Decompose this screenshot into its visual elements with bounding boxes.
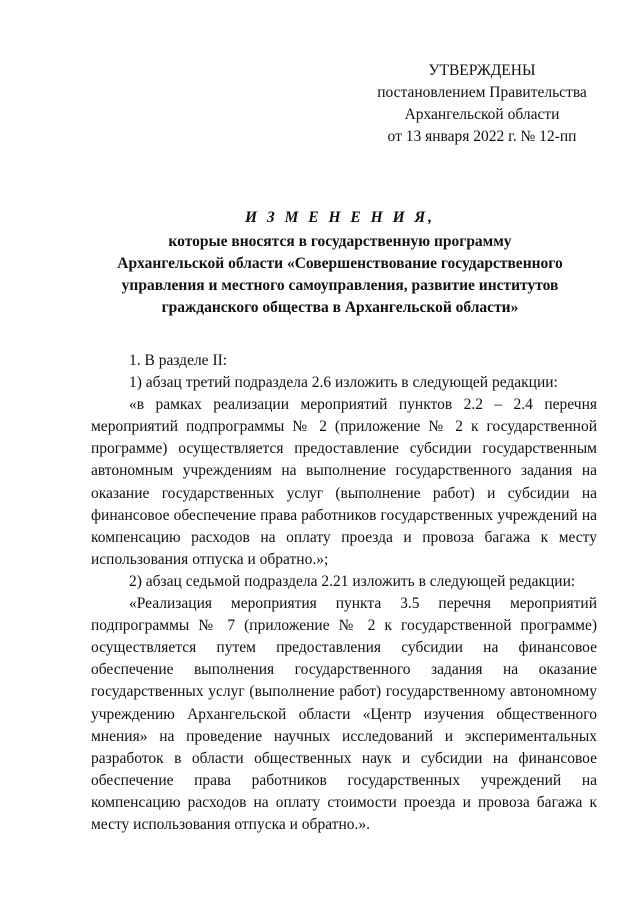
title-line-1: которые вносятся в государственную программу	[168, 233, 512, 250]
title-line-2: Архангельской области «Совершенствование государственного	[117, 255, 563, 272]
paragraph-quote-2: «Реализация мероприятия пункта 3.5 перечня мероприятий подпрограммы № 7 (приложение № 2 к государственной программе) осуществляется путем предоставления субсидии на финансовое обеспечение выполнения государственного задания на оказание государственных услуг (выполнение работ) государственному автономному учреждению Архангельской области «Центр изучения общественного мнения» на проведение научных исследований и экспериментальных разработок в области общественных наук и субсидии на финансовое обеспечение права работников государственных учреждений на компенсацию расходов на оплату стоимости проезда и провоза багажа к месту использования отпуска и обратно.».	[91, 595, 597, 833]
title-line-3: управления и местного самоуправления, развитие институтов	[121, 277, 559, 294]
paragraph-item-1: 1) абзац третий подраздела 2.6 изложить в следующей редакции:	[129, 374, 558, 392]
approval-line-2: постановлением Правительства	[377, 84, 587, 101]
document-body	[91, 350, 597, 836]
paragraph-section-heading: 1. В разделе II:	[129, 352, 228, 369]
paragraph-quote-1: «в рамках реализации мероприятий пунктов 2.2 – 2.4 перечня мероприятий подпрограммы № 2 (приложение № 2 к государственной программе) осуществляется предоставление субсидии государственным автономным учреждениям на выполнение государственного задания на оказание государственных услуг (выполнение работ) и субсидии на финансовое обеспечение права работников государственных учреждений на компенсацию расходов на оплату проезда и провоза багажа к месту использования отпуска и обратно.»;	[91, 396, 597, 568]
title-line-4: гражданского общества в Архангельской области»	[161, 299, 519, 316]
approval-line-4: от 13 января 2022 г. № 12-пп	[387, 128, 577, 145]
document-title	[70, 207, 610, 319]
approval-stamp	[372, 60, 592, 148]
paragraph-item-2: 2) абзац седьмой подраздела 2.21 изложить в следующей редакции:	[129, 572, 576, 590]
approval-line-3: Архангельской области	[404, 106, 560, 123]
approval-line-1: УТВЕРЖДЕНЫ	[428, 62, 536, 79]
title-heading: И З М Е Н Е Н И Я,	[244, 209, 436, 226]
